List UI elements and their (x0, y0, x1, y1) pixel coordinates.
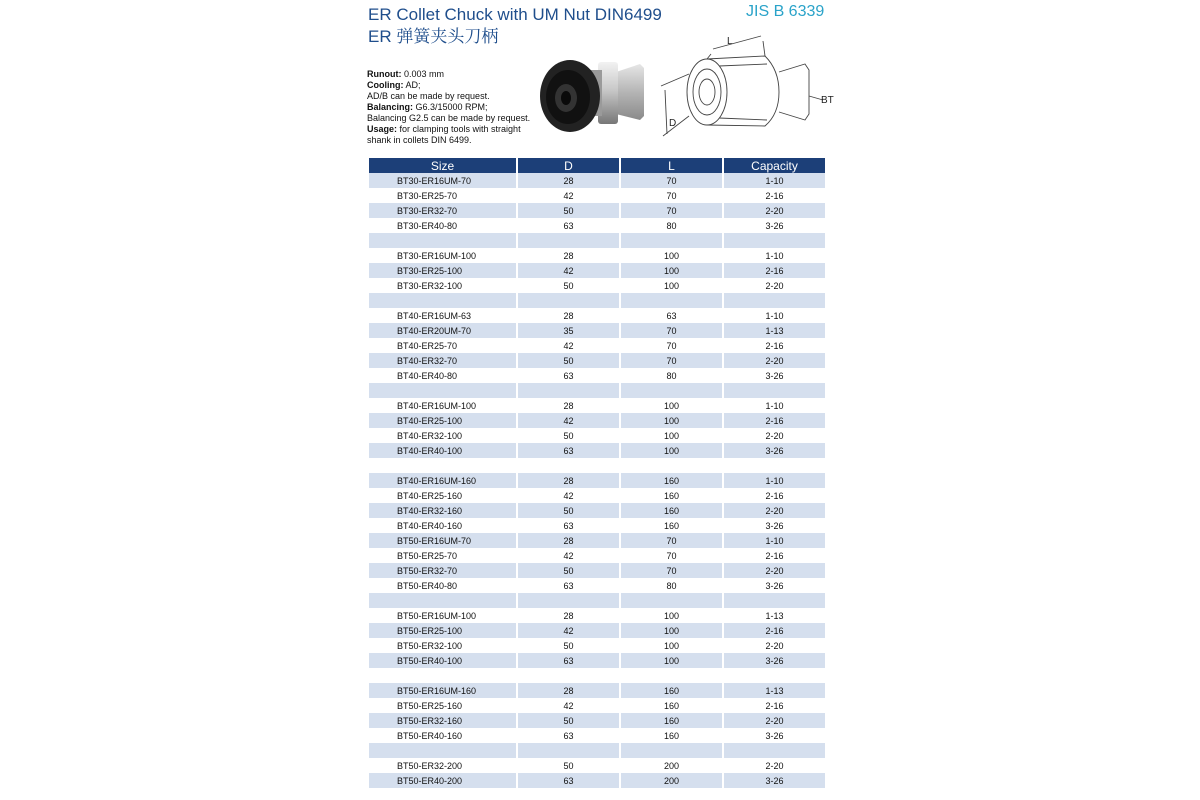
capacity-cell: 2-16 (765, 190, 784, 201)
page-title: ER Collet Chuck with UM Nut DIN6499 (368, 5, 662, 24)
table-row (369, 443, 825, 458)
table-spacer-cell (518, 743, 619, 758)
l-cell: 63 (666, 310, 677, 321)
l-cell: 200 (621, 773, 722, 788)
l-cell: 160 (621, 683, 722, 698)
table-row (369, 203, 825, 218)
capacity-cell: 2-20 (724, 713, 825, 728)
table-spacer-cell (724, 233, 825, 248)
l-cell: 70 (621, 353, 722, 368)
table-row (369, 608, 825, 623)
table-spacer-cell (518, 383, 619, 398)
table-spacer-cell (369, 668, 516, 683)
d-cell: 28 (518, 533, 619, 548)
d-cell: 42 (563, 340, 574, 351)
spec-line: Runout: 0.003 mm (367, 69, 445, 79)
l-cell: 100 (663, 640, 680, 651)
table-row (369, 533, 825, 548)
size-cell: BT50-ER32-100 (397, 640, 463, 651)
l-cell: 100 (621, 413, 722, 428)
capacity-cell: 2-20 (724, 563, 825, 578)
d-cell: 50 (518, 563, 619, 578)
table-row (369, 623, 825, 638)
table-row (369, 173, 825, 188)
d-cell: 28 (563, 250, 574, 261)
size-cell: BT50-ER25-160 (397, 700, 463, 711)
table-row (369, 488, 825, 503)
l-cell: 70 (621, 203, 722, 218)
table-row (369, 338, 825, 353)
capacity-cell: 2-16 (765, 700, 784, 711)
d-cell: 63 (563, 730, 574, 741)
spec-line: Usage: for clamping tools with straight shank in collets DIN 6499. (367, 124, 521, 145)
capacity-cell: 3-26 (765, 220, 784, 231)
d-cell: 50 (518, 203, 619, 218)
capacity-cell: 2-16 (724, 413, 825, 428)
capacity-cell: 1-10 (765, 310, 784, 321)
l-cell: 160 (663, 730, 680, 741)
d-cell: 35 (518, 323, 619, 338)
capacity-cell: 2-20 (724, 503, 825, 518)
l-cell: 70 (621, 323, 722, 338)
d-cell: 63 (563, 370, 574, 381)
size-cell: BT50-ER16UM-70 (369, 533, 516, 548)
table-spacer-cell (369, 293, 516, 308)
l-cell: 70 (666, 340, 677, 351)
capacity-cell: 3-26 (765, 520, 784, 531)
size-cell: BT40-ER32-160 (369, 503, 516, 518)
d-cell: 63 (518, 443, 619, 458)
size-cell: BT40-ER25-70 (397, 340, 458, 351)
d-cell: 28 (563, 610, 574, 621)
d-cell: 63 (518, 773, 619, 788)
table-row (369, 773, 825, 788)
l-cell: 70 (621, 173, 722, 188)
table-spacer-cell (724, 668, 825, 683)
capacity-cell: 3-26 (765, 580, 784, 591)
l-cell: 100 (621, 263, 722, 278)
capacity-cell: 2-20 (765, 640, 784, 651)
spec-line: Balancing: G6.3/15000 RPM; (367, 102, 488, 112)
table-spacer-cell (621, 743, 722, 758)
spec-line: AD/B can be made by request. (367, 91, 490, 101)
d-cell: 50 (563, 280, 574, 291)
spec-notes (367, 69, 542, 146)
size-cell: BT50-ER32-160 (369, 713, 516, 728)
d-cell: 42 (518, 263, 619, 278)
table-row (369, 473, 825, 488)
capacity-cell: 1-10 (724, 173, 825, 188)
table-spacer-cell (724, 383, 825, 398)
table-row (369, 683, 825, 698)
table-spacer-row (369, 668, 825, 683)
d-cell: 50 (518, 503, 619, 518)
capacity-cell: 3-26 (724, 443, 825, 458)
dimension-d-label: D (669, 118, 677, 129)
size-cell: BT30-ER25-100 (369, 263, 516, 278)
capacity-cell: 1-13 (765, 610, 784, 621)
table-row (369, 638, 825, 653)
table-row (369, 728, 825, 743)
table-spacer-cell (724, 593, 825, 608)
dimension-l-label: L (727, 36, 733, 47)
l-cell: 100 (663, 430, 680, 441)
size-cell: BT40-ER16UM-160 (369, 473, 516, 488)
d-cell: 28 (518, 473, 619, 488)
l-cell: 100 (663, 610, 680, 621)
table-spacer-cell (369, 383, 516, 398)
table-row (369, 563, 825, 578)
capacity-cell: 3-26 (765, 370, 784, 381)
taper-bt-label: BT (821, 95, 834, 106)
capacity-cell: 2-20 (724, 353, 825, 368)
table-spacer-cell (621, 458, 722, 473)
capacity-cell: 1-13 (724, 323, 825, 338)
d-cell: 42 (518, 623, 619, 638)
table-spacer-cell (369, 233, 516, 248)
d-cell: 42 (563, 700, 574, 711)
l-cell: 80 (666, 370, 677, 381)
size-cell: BT50-ER40-200 (369, 773, 516, 788)
l-cell: 100 (663, 400, 680, 411)
dimension-table (367, 158, 827, 788)
capacity-cell: 3-26 (765, 730, 784, 741)
d-cell: 63 (518, 653, 619, 668)
size-cell: BT40-ER32-70 (369, 353, 516, 368)
table-row (369, 353, 825, 368)
capacity-cell: 1-10 (765, 400, 784, 411)
table-row (369, 398, 825, 413)
capacity-cell: 1-13 (724, 683, 825, 698)
capacity-cell: 3-26 (724, 653, 825, 668)
l-cell: 80 (666, 580, 677, 591)
d-cell: 50 (518, 353, 619, 368)
capacity-cell: 3-26 (724, 773, 825, 788)
capacity-cell: 2-20 (724, 203, 825, 218)
collet-chuck-photo (538, 42, 650, 148)
size-cell: BT50-ER40-100 (369, 653, 516, 668)
column-header-size: Size (369, 158, 516, 173)
capacity-cell: 1-10 (724, 533, 825, 548)
table-spacer-cell (518, 458, 619, 473)
size-cell: BT50-ER25-70 (397, 550, 458, 561)
l-cell: 160 (663, 700, 680, 711)
capacity-cell: 2-16 (765, 490, 784, 501)
table-spacer-cell (724, 743, 825, 758)
size-cell: BT40-ER40-100 (369, 443, 516, 458)
table-row (369, 503, 825, 518)
d-cell: 42 (563, 490, 574, 501)
size-cell: BT50-ER25-100 (369, 623, 516, 638)
capacity-cell: 2-20 (765, 760, 784, 771)
l-cell: 160 (663, 520, 680, 531)
l-cell: 100 (663, 280, 680, 291)
size-cell: BT40-ER16UM-63 (397, 310, 472, 321)
table-spacer-row (369, 743, 825, 758)
table-row (369, 368, 825, 383)
dimension-drawing (655, 30, 840, 140)
table-spacer-cell (518, 593, 619, 608)
table-spacer-cell (518, 293, 619, 308)
table-row (369, 263, 825, 278)
size-cell: BT30-ER32-100 (397, 280, 463, 291)
standard-label: JIS B 6339 (746, 3, 825, 20)
page-subtitle-chinese: ER 弹簧夹头刀柄 (368, 27, 499, 46)
size-cell: BT50-ER40-80 (397, 580, 458, 591)
table-spacer-cell (369, 743, 516, 758)
size-cell: BT30-ER25-70 (397, 190, 458, 201)
table-row (369, 428, 825, 443)
d-cell: 50 (563, 640, 574, 651)
d-cell: 42 (518, 413, 619, 428)
size-cell: BT40-ER25-160 (397, 490, 463, 501)
d-cell: 42 (563, 550, 574, 561)
column-header-capacity: Capacity (724, 158, 825, 173)
table-row (369, 698, 825, 713)
table-header-row (369, 158, 825, 173)
table-spacer-cell (621, 293, 722, 308)
table-row (369, 758, 825, 773)
table-spacer-row (369, 233, 825, 248)
size-cell: BT50-ER32-200 (397, 760, 463, 771)
size-cell: BT40-ER40-160 (397, 520, 463, 531)
spec-line: Cooling: AD; (367, 80, 421, 90)
size-cell: BT30-ER32-70 (369, 203, 516, 218)
capacity-cell: 2-16 (724, 263, 825, 278)
table-spacer-cell (369, 458, 516, 473)
l-cell: 100 (621, 443, 722, 458)
table-row (369, 548, 825, 563)
d-cell: 28 (518, 683, 619, 698)
size-cell: BT50-ER40-160 (397, 730, 463, 741)
column-header-l: L (621, 158, 722, 173)
l-cell: 100 (621, 653, 722, 668)
table-spacer-row (369, 383, 825, 398)
d-cell: 63 (563, 220, 574, 231)
l-cell: 70 (666, 550, 677, 561)
d-cell: 42 (563, 190, 574, 201)
l-cell: 200 (663, 760, 680, 771)
capacity-cell: 1-10 (765, 250, 784, 261)
l-cell: 160 (621, 713, 722, 728)
table-row (369, 248, 825, 263)
table-row (369, 518, 825, 533)
table-spacer-cell (518, 668, 619, 683)
l-cell: 100 (621, 623, 722, 638)
spec-line: Balancing G2.5 can be made by request. (367, 113, 531, 123)
size-cell: BT30-ER40-80 (397, 220, 458, 231)
table-spacer-cell (621, 593, 722, 608)
table-spacer-row (369, 293, 825, 308)
d-cell: 63 (563, 580, 574, 591)
table-row (369, 188, 825, 203)
table-spacer-cell (621, 668, 722, 683)
table-spacer-cell (369, 593, 516, 608)
capacity-cell: 2-16 (765, 550, 784, 561)
size-cell: BT40-ER25-100 (369, 413, 516, 428)
table-row (369, 713, 825, 728)
table-row (369, 218, 825, 233)
d-cell: 28 (563, 310, 574, 321)
capacity-cell: 2-16 (724, 623, 825, 638)
size-cell: BT30-ER16UM-70 (369, 173, 516, 188)
table-spacer-cell (621, 383, 722, 398)
capacity-cell: 1-10 (724, 473, 825, 488)
d-cell: 50 (518, 713, 619, 728)
l-cell: 160 (663, 490, 680, 501)
capacity-cell: 2-16 (765, 340, 784, 351)
l-cell: 80 (666, 220, 677, 231)
table-spacer-row (369, 458, 825, 473)
size-cell: BT40-ER40-80 (397, 370, 458, 381)
size-cell: BT50-ER32-70 (369, 563, 516, 578)
table-row (369, 278, 825, 293)
table-row (369, 578, 825, 593)
d-cell: 50 (563, 760, 574, 771)
table-row (369, 413, 825, 428)
l-cell: 100 (663, 250, 680, 261)
table-spacer-cell (724, 458, 825, 473)
size-cell: BT30-ER16UM-100 (397, 250, 477, 261)
size-cell: BT40-ER16UM-100 (397, 400, 477, 411)
l-cell: 70 (621, 563, 722, 578)
d-cell: 63 (563, 520, 574, 531)
l-cell: 160 (621, 473, 722, 488)
table-spacer-cell (518, 233, 619, 248)
l-cell: 70 (621, 533, 722, 548)
size-cell: BT50-ER16UM-160 (369, 683, 516, 698)
table-spacer-cell (724, 293, 825, 308)
table-row (369, 653, 825, 668)
d-cell: 50 (563, 430, 574, 441)
d-cell: 28 (518, 173, 619, 188)
table-spacer-cell (621, 233, 722, 248)
size-cell: BT40-ER20UM-70 (369, 323, 516, 338)
table-row (369, 323, 825, 338)
table-row (369, 308, 825, 323)
column-header-d: D (518, 158, 619, 173)
d-cell: 28 (563, 400, 574, 411)
table-spacer-row (369, 593, 825, 608)
l-cell: 160 (621, 503, 722, 518)
capacity-cell: 2-20 (765, 280, 784, 291)
size-cell: BT40-ER32-100 (397, 430, 463, 441)
size-cell: BT50-ER16UM-100 (397, 610, 477, 621)
l-cell: 70 (666, 190, 677, 201)
capacity-cell: 2-20 (765, 430, 784, 441)
